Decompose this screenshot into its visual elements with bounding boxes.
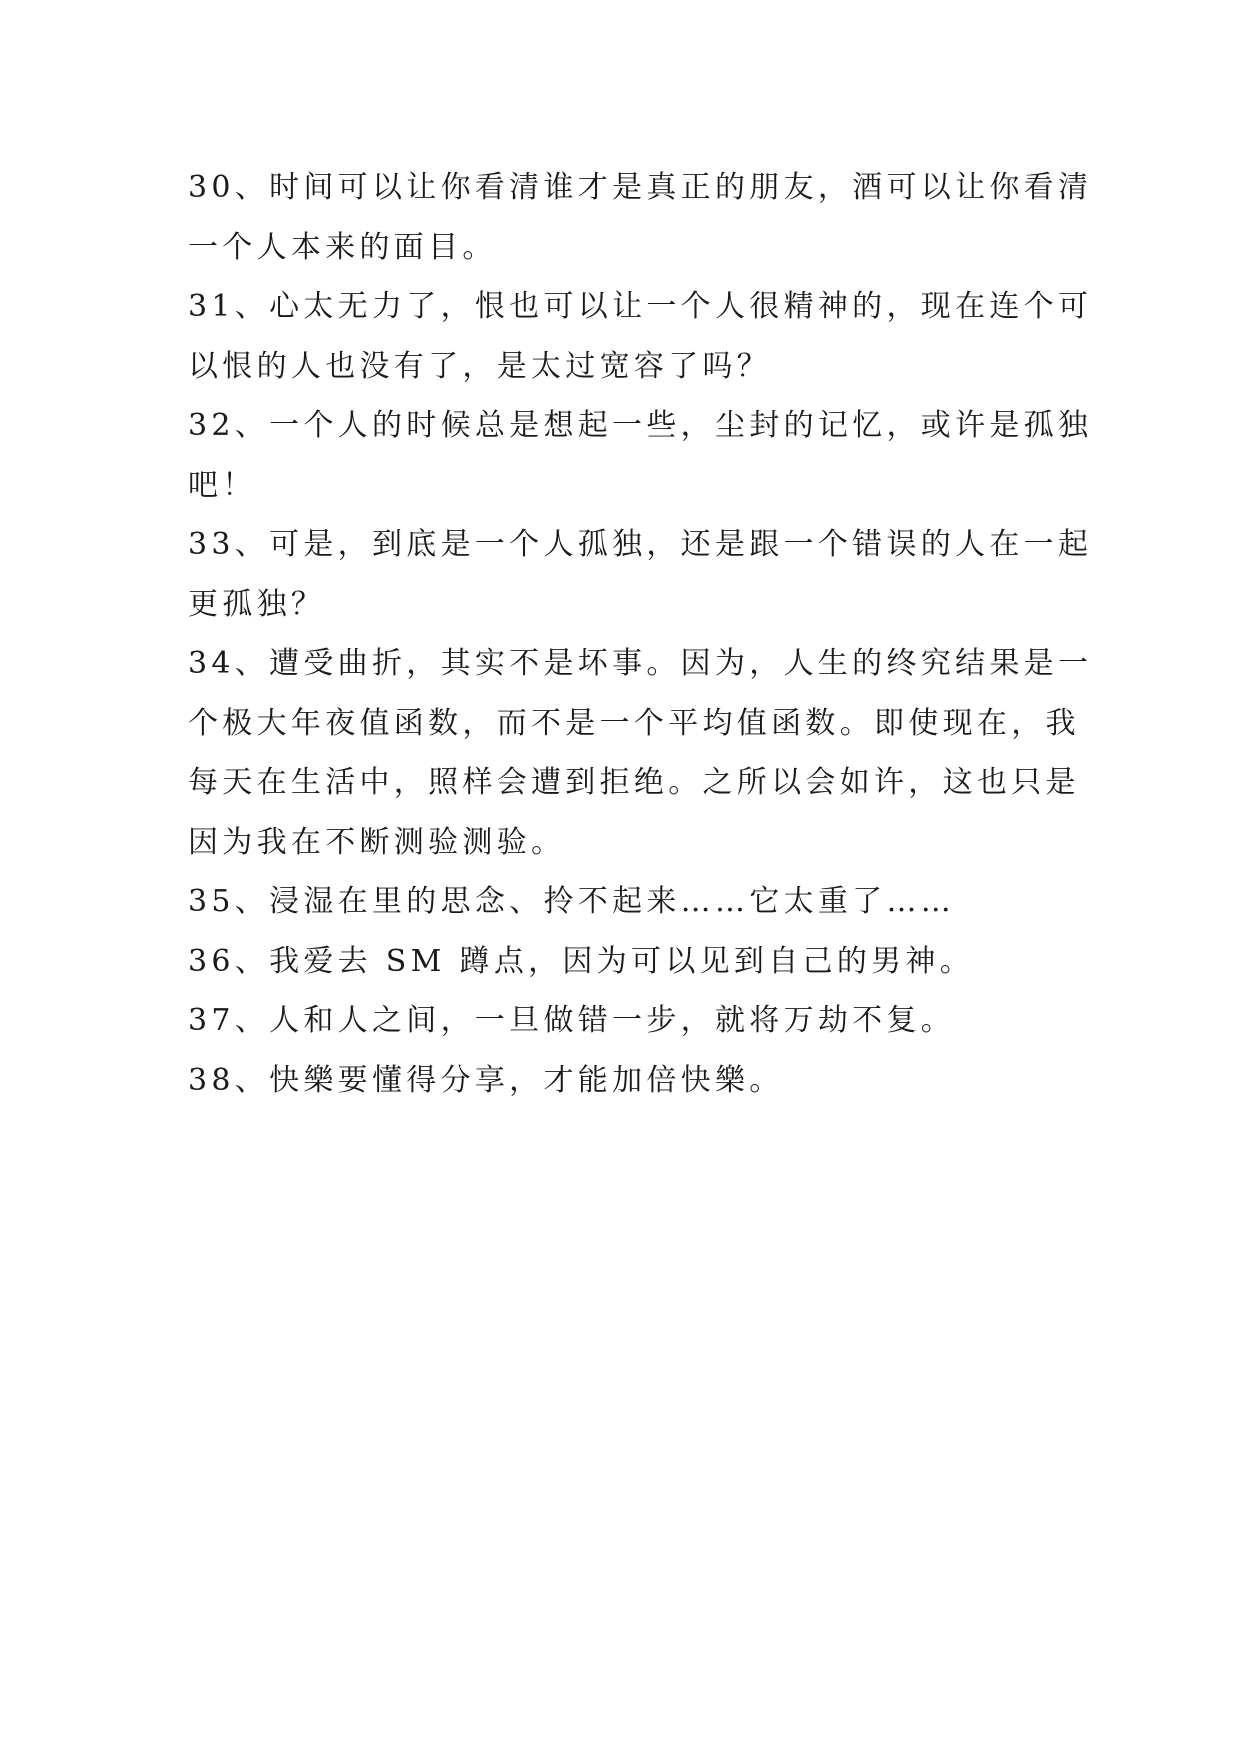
paragraph-line: 吧！ xyxy=(188,467,257,503)
paragraph-32 xyxy=(188,396,1093,515)
paragraph-33 xyxy=(188,515,1093,634)
paragraph-30 xyxy=(188,158,1093,277)
paragraph-37 xyxy=(188,991,1058,1051)
paragraph-line: 38、快樂要懂得分享，才能加倍快樂。 xyxy=(188,1062,784,1098)
paragraph-line: 个极大年夜值函数，而不是一个平均值函数。即使现在，我 xyxy=(188,705,1080,741)
paragraph-31 xyxy=(188,277,1093,396)
paragraph-36 xyxy=(188,932,1058,992)
paragraph-line: 每天在生活中，照样会遭到拒绝。之所以会如许，这也只是 xyxy=(188,765,1080,800)
paragraph-line: 更孤独？ xyxy=(188,586,326,622)
paragraph-line: 以恨的人也没有了，是太过宽容了吗？ xyxy=(188,348,772,384)
paragraph-line: 34、遭受曲折，其实不是坏事。因为，人生的终究结果是一 xyxy=(188,646,1093,681)
paragraph-line: 31、心太无力了，恨也可以让一个人很精神的，现在连个可 xyxy=(188,289,1093,324)
paragraph-line: 30、时间可以让你看清谁才是真正的朋友，酒可以让你看清 xyxy=(188,170,1093,205)
paragraph-line: 35、浸湿在里的思念、拎不起来……它太重了…… xyxy=(188,884,956,919)
paragraph-line: 36、我爱去 SM 蹲点，因为可以见到自己的男神。 xyxy=(188,943,975,979)
paragraph-38 xyxy=(188,1051,1058,1111)
paragraph-34 xyxy=(188,634,1093,872)
document-body xyxy=(188,158,1093,1110)
paragraph-35 xyxy=(188,872,1058,932)
paragraph-line: 因为我在不断测验测验。 xyxy=(188,824,566,860)
paragraph-line: 37、人和人之间，一旦做错一步，就将万劫不复。 xyxy=(188,1003,956,1038)
paragraph-line: 一个人本来的面目。 xyxy=(188,229,497,265)
paragraph-line: 33、可是，到底是一个人孤独，还是跟一个错误的人在一起 xyxy=(188,527,1093,562)
paragraph-line: 32、一个人的时候总是想起一些，尘封的记忆，或许是孤独 xyxy=(188,408,1093,443)
